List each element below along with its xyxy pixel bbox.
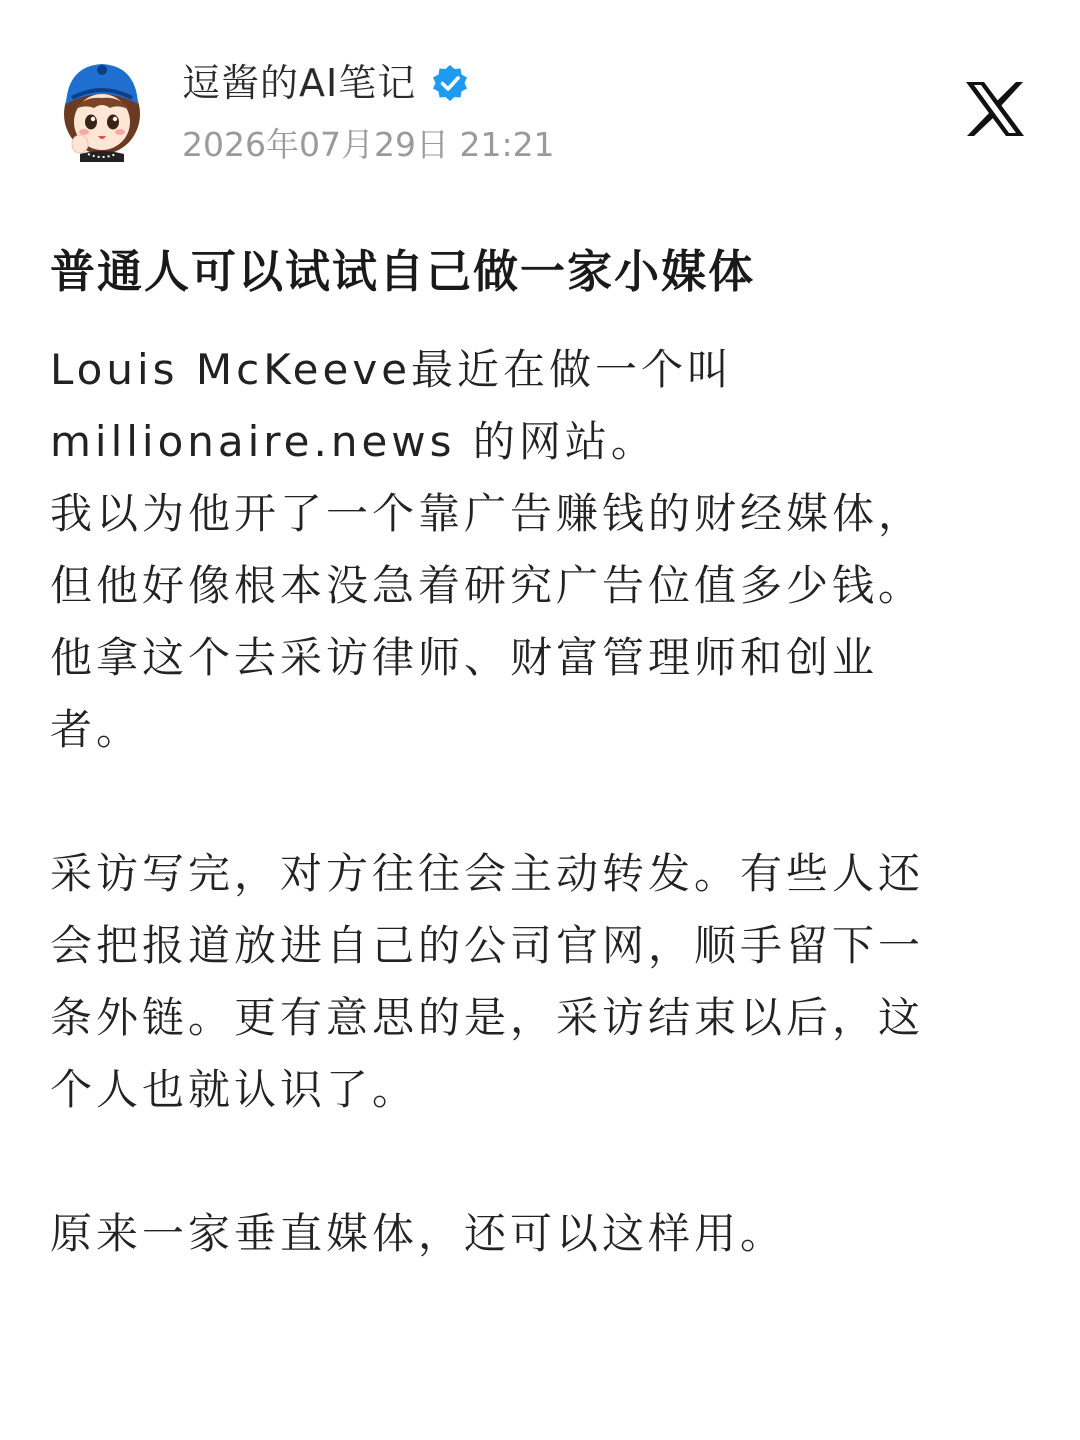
x-logo-icon[interactable] <box>964 80 1026 138</box>
post-text-line: 我以为他开了一个靠广告赚钱的财经媒体， <box>50 489 925 538</box>
post-text-line: 采访写完，对方往往会主动转发。有些人还 <box>50 849 925 898</box>
post-paragraph <box>50 1198 1040 1270</box>
post-text-line: millionaire.news 的网站。 <box>50 417 657 466</box>
post-text-line: 原来一家垂直媒体，还可以这样用。 <box>50 1209 787 1258</box>
verified-badge-icon <box>430 63 470 103</box>
post-body <box>50 334 1040 1342</box>
post-title: 普通人可以试试自己做一家小媒体 <box>50 245 756 298</box>
post-paragraph <box>50 334 1040 766</box>
post-timestamp: 2026年07月29日 21:21 <box>182 125 555 164</box>
post-text-line: 但他好像根本没急着研究广告位值多少钱。 <box>50 561 925 610</box>
post-text-line: Louis McKeeve最近在做一个叫 <box>50 345 734 394</box>
avatar[interactable] <box>58 58 146 162</box>
author-name-row <box>182 58 470 108</box>
post-text-line: 条外链。更有意思的是，采访结束以后，这 <box>50 993 925 1042</box>
post-paragraph <box>50 838 1040 1126</box>
post-text-line: 他拿这个去采访律师、财富管理师和创业 <box>50 633 879 682</box>
post-header <box>0 0 1080 200</box>
post-text-line: 会把报道放进自己的公司官网，顺手留下一 <box>50 921 925 970</box>
author-name[interactable]: 逗酱的AI笔记 <box>182 61 417 105</box>
post-text-line: 个人也就认识了。 <box>50 1065 419 1114</box>
post-text-line: 者。 <box>50 705 143 754</box>
